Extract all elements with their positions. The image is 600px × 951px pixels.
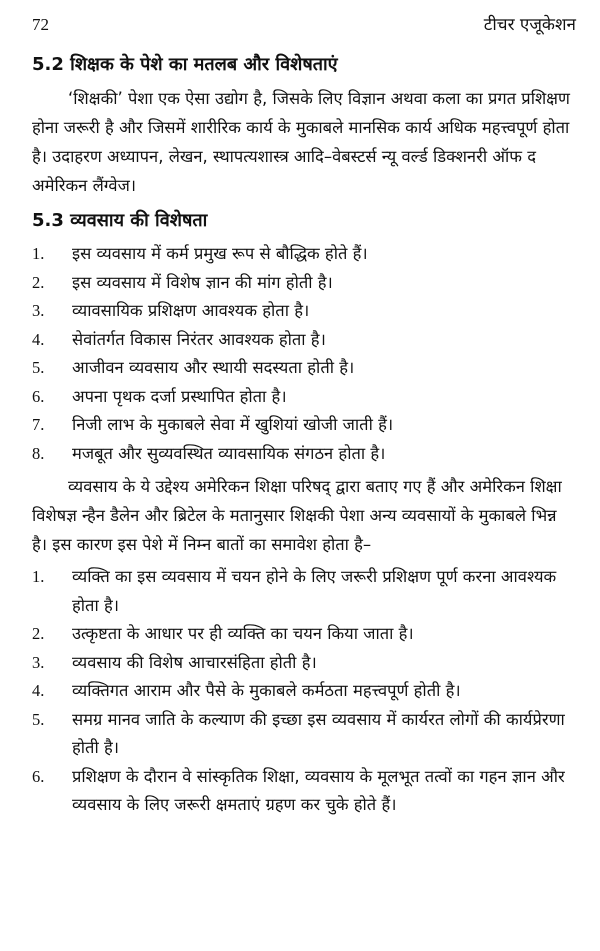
list-item — [32, 240, 576, 269]
list-item-number: 2. — [32, 624, 45, 643]
list-item-text: इस व्यवसाय में विशेष ज्ञान की मांग होती है। — [72, 272, 333, 292]
list-item-text: इस व्यवसाय में कर्म प्रमुख रूप से बौद्धिक होते हैं। — [72, 244, 368, 263]
list-item-number: 8. — [32, 443, 45, 463]
profession-characteristics-list — [32, 240, 576, 468]
list-item — [32, 763, 576, 820]
list-item-text: व्यावसायिक प्रशिक्षण आवश्यक होता है। — [72, 301, 310, 320]
list-item-text: व्यक्तिगत आराम और पैसे के मुकाबले कर्मठता महत्त्वपूर्ण होती है। — [72, 681, 461, 700]
list-item-number: 5. — [32, 358, 45, 377]
list-item — [32, 440, 576, 469]
list-item-number: 6. — [32, 766, 45, 786]
council-paragraph: व्यवसाय के ये उद्देश्य अमेरिकन शिक्षा परिषद् द्वारा बताए गए हैं और अमेरिकन शिक्षा विशेषज्ञ न्हैन डैलेन और ब्रिटेल के मतानुसार शिक्षकी पेशा अन्य व्यवसायों के मुकाबले भिन्न है। इस कारण इस पेशे में निम्न बातों का समावेश होता है– — [32, 477, 562, 554]
list-item-text: प्रशिक्षण के दौरान वे सांस्कृतिक शिक्षा, व्यवसाय के मूलभूत तत्वों का गहन ज्ञान और व्यवसाय के लिए जरूरी क्षमताएं ग्रहण कर चुके होते हैं। — [72, 766, 565, 814]
list-item-text: निजी लाभ के मुकाबले सेवा में खुशियां खोजी जाती हैं। — [72, 415, 394, 434]
list-item-text: अपना पृथक दर्जा प्रस्थापित होता है। — [72, 386, 287, 406]
list-item — [32, 354, 576, 383]
list-item — [32, 620, 576, 649]
list-item — [32, 649, 576, 678]
list-item-number: 2. — [32, 272, 45, 292]
list-item-number: 3. — [32, 301, 45, 320]
list-item-number: 7. — [32, 415, 45, 434]
list-item-number: 4. — [32, 681, 45, 700]
list-item — [32, 563, 576, 620]
running-title: टीचर एजूकेशन — [483, 15, 576, 35]
list-item-number: 3. — [32, 652, 45, 672]
list-item-text: व्यक्ति का इस व्यवसाय में चयन होने के लिए जरूरी प्रशिक्षण पूर्ण करना आवश्यक होता है। — [72, 567, 557, 615]
list-item-number: 1. — [32, 244, 45, 263]
list-item-number: 6. — [32, 386, 45, 406]
list-item — [32, 383, 576, 412]
page-header — [32, 12, 576, 48]
list-item — [32, 706, 576, 763]
list-item — [32, 297, 576, 326]
list-item-text: आजीवन व्यवसाय और स्थायी सदस्यता होती है। — [72, 358, 355, 377]
section-heading-5-3: 5.3 व्यवसाय की विशेषता — [32, 210, 208, 231]
list-item-text: व्यवसाय की विशेष आचारसंहिता होती है। — [72, 652, 317, 672]
list-item-number: 1. — [32, 567, 45, 586]
list-item-text: मजबूत और सुव्यवस्थित व्यावसायिक संगठन होता है। — [72, 443, 386, 463]
list-item — [32, 326, 576, 355]
section-heading-5-2: 5.2 शिक्षक के पेशे का मतलब और विशेषताएं — [32, 54, 338, 75]
list-item — [32, 677, 576, 706]
list-item-number: 4. — [32, 329, 45, 349]
list-item — [32, 411, 576, 440]
list-item-number: 5. — [32, 709, 45, 729]
definition-paragraph: ‘शिक्षकी’ पेशा एक ऐसा उद्योग है, जिसके लिए विज्ञान अथवा कला का प्रगत प्रशिक्षण होना जरूरी है और जिसमें शारीरिक कार्य के मुकाबले मानसिक कार्य अधिक महत्त्वपूर्ण होता है। उदाहरण अध्यापन, लेखन, स्थापत्यशास्त्र आदि–वेबस्टर्स न्यू वर्ल्ड डिक्शनरी ऑफ द अमेरिकन लैंग्वेज। — [32, 89, 570, 195]
list-item-text: सेवांतर्गत विकास निरंतर आवश्यक होता है। — [72, 329, 326, 349]
list-item — [32, 269, 576, 298]
list-item-text: उत्कृष्टता के आधार पर ही व्यक्ति का चयन किया जाता है। — [72, 624, 414, 643]
list-item-text: समग्र मानव जाति के कल्याण की इच्छा इस व्यवसाय में कार्यरत लोगों की कार्यप्रेरणा होती है। — [72, 709, 565, 757]
page-number: 72 — [32, 15, 49, 34]
teaching-profession-elements-list — [32, 563, 576, 820]
